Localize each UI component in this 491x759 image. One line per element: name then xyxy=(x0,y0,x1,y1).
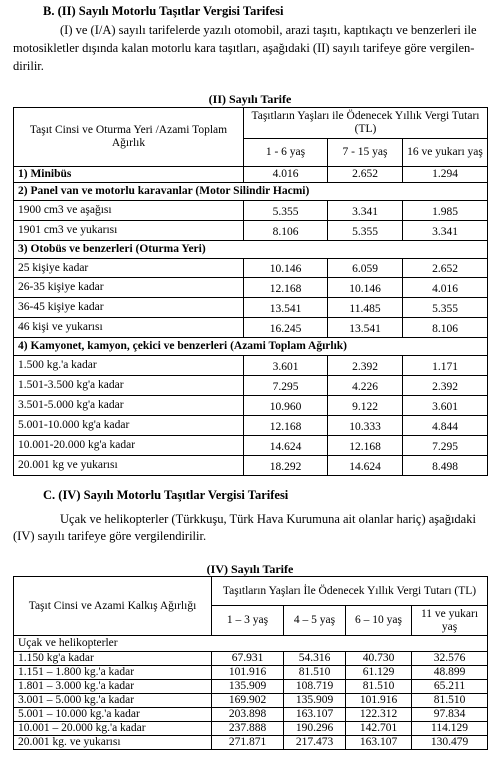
cell-value: 3.601 xyxy=(244,356,328,376)
table-row xyxy=(14,436,488,456)
category-header: 3) Otobüs ve benzerleri (Oturma Yeri) xyxy=(14,241,488,259)
cell-value: 2.652 xyxy=(403,259,488,278)
section-b-paragraph-line3: dirilir. xyxy=(13,59,44,73)
cell-value: 1.171 xyxy=(403,356,488,376)
table-row xyxy=(14,221,488,241)
cell-value: 3.601 xyxy=(403,396,488,416)
table-row xyxy=(14,259,488,278)
cell-value: 18.292 xyxy=(244,456,328,476)
cell-value: 5.355 xyxy=(328,221,403,241)
cell-value: 7.295 xyxy=(244,376,328,396)
tariff-ii-table xyxy=(13,107,488,476)
table-row xyxy=(14,652,488,666)
cell-value: 12.168 xyxy=(244,416,328,436)
cell-value: 7.295 xyxy=(403,436,488,456)
cell-value: 2.392 xyxy=(403,376,488,396)
section-b-title: B. (II) Sayılı Motorlu Taşıtlar Vergisi Tarifesi xyxy=(43,4,284,18)
cell-value: 61.129 xyxy=(346,666,412,680)
cell-value: 40.730 xyxy=(346,652,412,666)
row-label: 1.150 kg'a kadar xyxy=(14,652,212,666)
cell-value: 6.059 xyxy=(328,259,403,278)
table-row xyxy=(14,736,488,750)
cell-value: 3.341 xyxy=(328,201,403,221)
cell-value: 65.211 xyxy=(412,680,488,694)
cell-value: 4.016 xyxy=(403,278,488,298)
table-row xyxy=(14,318,488,338)
section-b-paragraph-line1: (I) ve (I/A) sayılı tarifelerde yazılı otomobil, arazi taşıtı, kaptıkaçtı ve benzerleri ile xyxy=(60,23,477,37)
table-row xyxy=(14,666,488,680)
cell-value: 10.146 xyxy=(328,278,403,298)
table-row xyxy=(14,278,488,298)
cell-value: 163.107 xyxy=(284,708,346,722)
cell-value: 81.510 xyxy=(412,694,488,708)
row-label: 3.001 – 5.000 kg.'a kadar xyxy=(14,694,212,708)
cell-value: 135.909 xyxy=(284,694,346,708)
row-label: 1900 cm3 ve aşağısı xyxy=(14,201,244,221)
tariff-iv-table xyxy=(13,576,488,750)
cell-value: 101.916 xyxy=(346,694,412,708)
cell-value: 14.624 xyxy=(244,436,328,456)
category-header: Uçak ve helikopterler xyxy=(14,636,488,652)
cell-value: 81.510 xyxy=(346,680,412,694)
cell-value: 4.844 xyxy=(403,416,488,436)
row-label: 10.001-20.000 kg'a kadar xyxy=(14,436,244,456)
cell-value: 169.902 xyxy=(212,694,284,708)
cell-value: 10.333 xyxy=(328,416,403,436)
table-iv-caption: (IV) Sayılı Tarife xyxy=(206,562,294,576)
row-label: 5.001 – 10.000 kg.'a kadar xyxy=(14,708,212,722)
cell-value: 163.107 xyxy=(346,736,412,750)
row-label: 5.001-10.000 kg'a kadar xyxy=(14,416,244,436)
cell-value: 1.294 xyxy=(403,167,488,183)
table-row xyxy=(14,708,488,722)
table-ii-age-header: 16 ve yukarı yaş xyxy=(403,139,488,167)
table-row xyxy=(14,416,488,436)
table-ii-age-header: 1 - 6 yaş xyxy=(244,139,328,167)
table-row xyxy=(14,298,488,318)
cell-value: 8.106 xyxy=(244,221,328,241)
table-ii-caption: (II) Sayılı Tarife xyxy=(208,92,292,106)
row-label: 26-35 kişiye kadar xyxy=(14,278,244,298)
cell-value: 11.485 xyxy=(328,298,403,318)
cell-value: 10.960 xyxy=(244,396,328,416)
table-iv-age-header: 6 – 10 yaş xyxy=(346,606,412,636)
cell-value: 32.576 xyxy=(412,652,488,666)
row-label: 1901 cm3 ve yukarısı xyxy=(14,221,244,241)
table-row xyxy=(14,167,488,183)
table-iv-age-header: 1 – 3 yaş xyxy=(212,606,284,636)
category-header: 2) Panel van ve motorlu karavanlar (Motor Silindir Hacmi) xyxy=(14,183,488,201)
cell-value: 9.122 xyxy=(328,396,403,416)
cell-value: 2.392 xyxy=(328,356,403,376)
cell-value: 1.985 xyxy=(403,201,488,221)
cell-value: 54.316 xyxy=(284,652,346,666)
cell-value: 135.909 xyxy=(212,680,284,694)
cell-value: 10.146 xyxy=(244,259,328,278)
row-label: 25 kişiye kadar xyxy=(14,259,244,278)
cell-value: 237.888 xyxy=(212,722,284,736)
row-label: 1.801 – 3.000 kg.'a kadar xyxy=(14,680,212,694)
cell-value: 14.624 xyxy=(328,456,403,476)
section-c-title: C. (IV) Sayılı Motorlu Taşıtlar Vergisi Tarifesi xyxy=(43,488,289,502)
table-row xyxy=(14,376,488,396)
cell-value: 190.296 xyxy=(284,722,346,736)
row-label: 1.500 kg.'a kadar xyxy=(14,356,244,376)
cell-value: 48.899 xyxy=(412,666,488,680)
cell-value: 4.226 xyxy=(328,376,403,396)
table-iv-group-header: Taşıtların Yaşları İle Ödenecek Yıllık Vergi Tutarı (TL) xyxy=(212,577,488,606)
row-label: 1.501-3.500 kg'a kadar xyxy=(14,376,244,396)
table-row xyxy=(14,722,488,736)
cell-value: 2.652 xyxy=(328,167,403,183)
cell-value: 101.916 xyxy=(212,666,284,680)
cell-value: 5.355 xyxy=(244,201,328,221)
row-label: 46 kişi ve yukarısı xyxy=(14,318,244,338)
row-label: 3.501-5.000 kg'a kadar xyxy=(14,396,244,416)
row-label: 20.001 kg. ve yukarısı xyxy=(14,736,212,750)
cell-value: 5.355 xyxy=(403,298,488,318)
row-label: 20.001 kg ve yukarısı xyxy=(14,456,244,476)
cell-value: 16.245 xyxy=(244,318,328,338)
table-row xyxy=(14,396,488,416)
row-label: 36-45 kişiye kadar xyxy=(14,298,244,318)
cell-value: 203.898 xyxy=(212,708,284,722)
cell-value: 81.510 xyxy=(284,666,346,680)
table-row xyxy=(14,680,488,694)
cell-value: 4.016 xyxy=(244,167,328,183)
table-iv-col1-header: Taşıt Cinsi ve Azami Kalkış Ağırlığı xyxy=(14,577,212,636)
table-iv-age-header: 11 ve yukarı yaş xyxy=(412,606,488,636)
table-row xyxy=(14,201,488,221)
row-label: 10.001 – 20.000 kg.'a kadar xyxy=(14,722,212,736)
cell-value: 8.106 xyxy=(403,318,488,338)
cell-value: 67.931 xyxy=(212,652,284,666)
category-header: 4) Kamyonet, kamyon, çekici ve benzerleri (Azami Toplam Ağırlık) xyxy=(14,338,488,356)
section-c-paragraph-line2: (IV) sayılı tarifeye göre vergilendirilir. xyxy=(13,529,207,543)
cell-value: 13.541 xyxy=(328,318,403,338)
row-label: 1) Minibüs xyxy=(14,167,244,183)
table-ii-group-header: Taşıtların Yaşları ile Ödenecek Yıllık Vergi Tutarı (TL) xyxy=(244,108,488,139)
cell-value: 3.341 xyxy=(403,221,488,241)
table-row xyxy=(14,356,488,376)
cell-value: 142.701 xyxy=(346,722,412,736)
cell-value: 13.541 xyxy=(244,298,328,318)
cell-value: 217.473 xyxy=(284,736,346,750)
cell-value: 108.719 xyxy=(284,680,346,694)
table-ii-age-header: 7 - 15 yaş xyxy=(328,139,403,167)
cell-value: 130.479 xyxy=(412,736,488,750)
cell-value: 271.871 xyxy=(212,736,284,750)
row-label: 1.151 – 1.800 kg.'a kadar xyxy=(14,666,212,680)
cell-value: 12.168 xyxy=(244,278,328,298)
table-iv-age-header: 4 – 5 yaş xyxy=(284,606,346,636)
cell-value: 12.168 xyxy=(328,436,403,456)
section-b-paragraph-line2: motosikletler dışında kalan motorlu kara taşıtları, aşağıdaki (II) sayılı tarifeye göre vergilen- xyxy=(13,41,475,55)
cell-value: 8.498 xyxy=(403,456,488,476)
section-c-paragraph-line1: Uçak ve helikopterler (Türkkuşu, Türk Hava Kurumuna ait olanlar hariç) aşağıdaki xyxy=(60,512,476,526)
table-ii-col1-header: Taşıt Cinsi ve Oturma Yeri /Azami Toplam Ağırlık xyxy=(14,108,244,167)
table-row xyxy=(14,694,488,708)
cell-value: 122.312 xyxy=(346,708,412,722)
cell-value: 114.129 xyxy=(412,722,488,736)
table-row xyxy=(14,456,488,476)
cell-value: 97.834 xyxy=(412,708,488,722)
